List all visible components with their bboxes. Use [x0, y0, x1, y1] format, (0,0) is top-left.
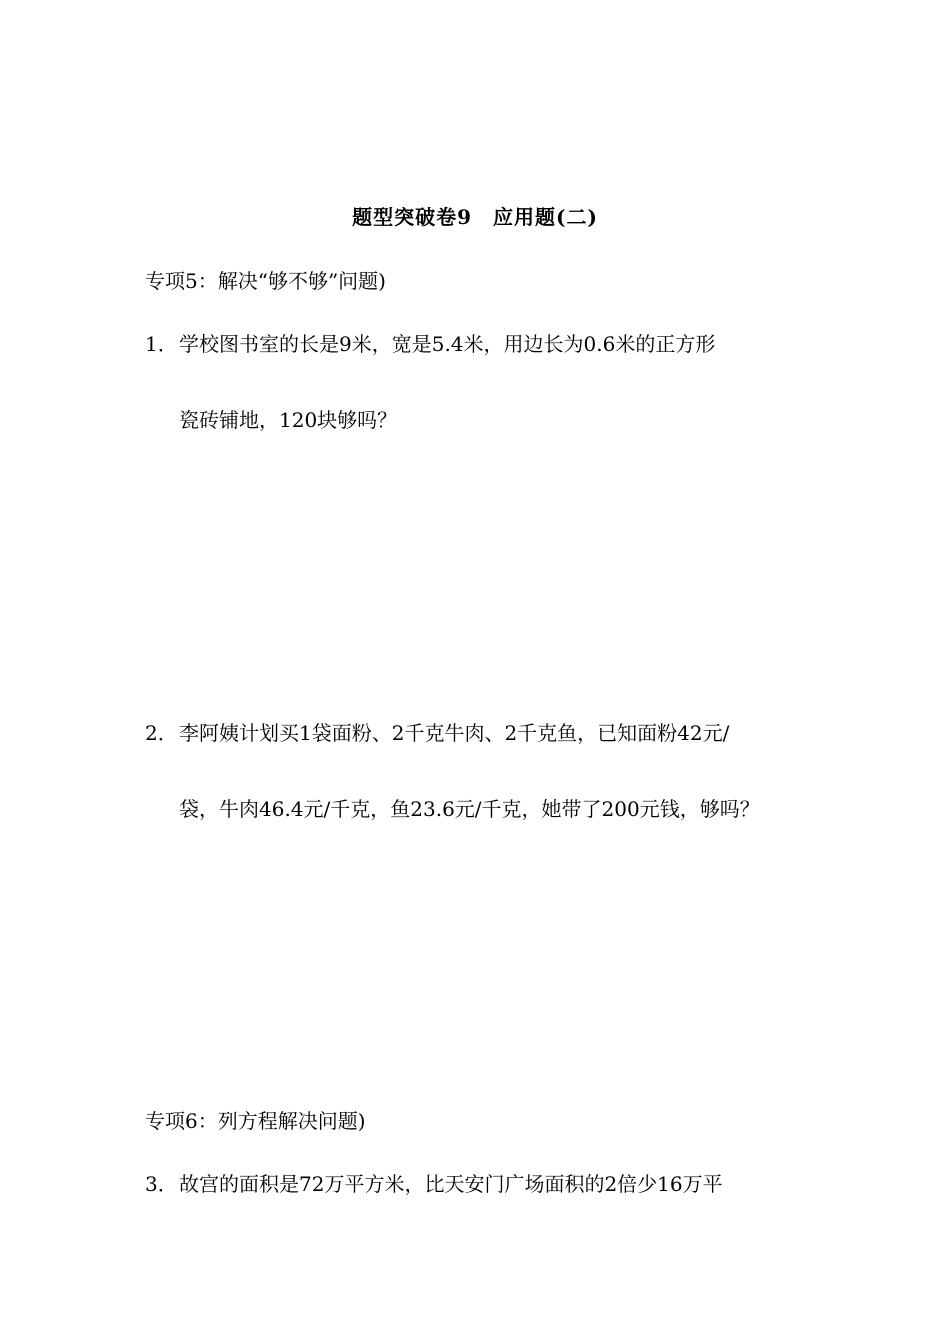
- question-3-line-1: [145, 1170, 723, 1198]
- question-number: 2．: [145, 721, 178, 745]
- question-text: 李阿姨计划买1袋面粉、2千克牛肉、2千克鱼，已知面粉42元/: [179, 721, 730, 745]
- question-text: 学校图书室的长是9米，宽是5.4米，用边长为0.6米的正方形: [179, 332, 716, 356]
- question-number: 1．: [145, 332, 178, 356]
- question-2-line-2: 袋，牛肉46.4元/千克，鱼23.6元/千克，她带了200元钱，够吗？: [179, 797, 760, 821]
- section-heading-5: 专项5：解决“够不够”问题): [145, 269, 386, 293]
- question-number: 3．: [145, 1172, 178, 1196]
- section-heading-6: 专项6：列方程解决问题): [145, 1109, 366, 1133]
- question-text: 故宫的面积是72万平方米，比天安门广场面积的2倍少16万平: [179, 1172, 723, 1196]
- question-1-line-1: [145, 330, 715, 358]
- page-title: 题型突破卷9 应用题(二): [352, 205, 598, 229]
- question-1-line-2: 瓷砖铺地，120块够吗？: [179, 408, 398, 432]
- question-2-line-1: [145, 719, 729, 747]
